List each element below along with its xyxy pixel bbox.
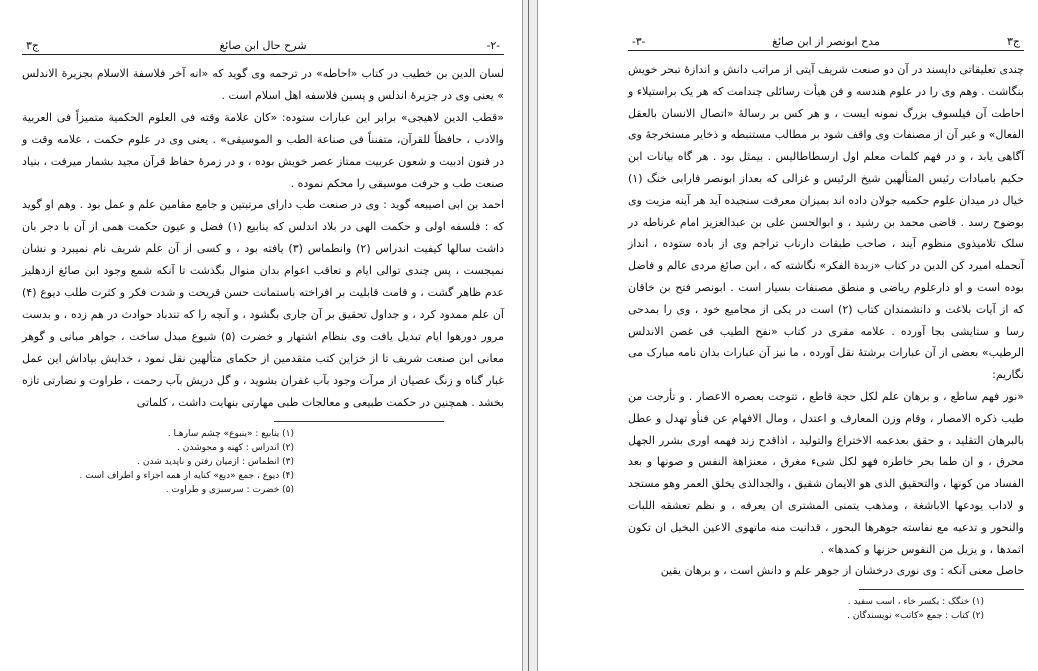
- page-number: -۳-: [632, 35, 646, 48]
- footnote-divider: [274, 421, 444, 422]
- footnote: (۱) ینابیع : «ینبوع» چشم سارهـا .: [167, 428, 294, 439]
- volume-label: ج۳: [26, 39, 40, 52]
- footnote: (۱) خنگک : یکسر خاء ، اسب سفید .: [847, 597, 984, 608]
- page-gutter: [522, 0, 538, 671]
- footnote: (۲) کتاب : جمع «کاتب» نویسندگان .: [847, 611, 984, 622]
- page-header: [628, 34, 1024, 51]
- footnotes: [22, 427, 504, 497]
- footnote-divider: [859, 589, 1024, 590]
- footnotes: [628, 595, 1024, 623]
- footnote: (۲) اندراس : کهنه و محوشدن .: [177, 442, 294, 453]
- page-body: [22, 63, 504, 414]
- footnote: (۵) خضرت : سرسبزی و طراوت .: [165, 484, 294, 495]
- paragraph: حاصل معنی آنکه : وی نوری درخشان از جوهر علم و دانش است ، و برهان یقین: [660, 564, 1024, 578]
- footnote: (۴) دیوع ، جمع «دیع» کنایه از همه اجزاء و اطراف است .: [79, 470, 294, 481]
- paragraph: احمد بن ابی اصیبعه گوید : وی در صنعت طب دارای مرتبتین و جامع مقامین علم و عمل بود . وهم او گوید که : فلسفه اولی و حکمت الهی در بلاد اندلس که ینابیع (۱) فضل و عیون حکمت همی از آن با دجر بان داشت سالها کیفیت اندراس (۲) وانطماس (۳) یافته بود ، و کسی از آن علم شریف نام نمیبرد و نشان نمیجست ، پس چندی توالی ایام و تعاقب اعوام بدان منوال بگذشت تا آنکه شمع وجود ابن صائغ ازدهلیز عدم ظاهر گشت ، و قامت قابلیت بر افراخته باستمانت حسن قریحت و شدت فکر و کثرت طلب دیوع (۴) آن علم ممدود کرد ، و جداول تحقیق بر آن جاری بگشود ، و آنچه را که تندباد حوادث در هم زده ، و بدست مرور دورهوا ایام تبدیل یافت وی بنظام اشتهار و خضرت (۵) شیوع مبدل ساخت ، جواهر مبانی و گوهر معانی ابن صنعت شریف تا از خزاین کتب متقدمین از حکمای متألهین نقل نمود ، خدایش بپاداش این عمل غبار گناه و زنگ عصیان از مرآت وجود بآب غفران بشوید ، و گل دریش بآب رحمت ، طراوت و نضارتی تازه بخشد . همچنین در حکمت طبیعی و معالجات طبی مهارتی بنهایت داشت ، کلماتی: [22, 198, 504, 409]
- volume-label: ج۳: [1006, 35, 1020, 48]
- paragraph: چندی تعلیقاتی داپسند در آن دو صنعت شریف آیتی از مراتب دانش و اندازهٔ تبحر خویش بنگاشت . وهم وی را در علوم هندسه و فن هیأت رسائلی چندامت که هر یک براستیلاء و احاطت آن فیلسوف بزرگ نمونه ایست ، و هر کس بر رسالهٔ «اتصال الانسان بالعقل الفعال» و غیر آن از مصنفات وی واقف شود بر مطالب مستنبطه و ذخایر مستخرجهٔ وی آگاهی یابد ، و در فهم کلمات معلم اول ارسطاطالیس . بیمثل بود . هر گاه بیانات ابن حکیم بامبادات رئیس المتألهین شیخ الرئیس و غزالی که بعداز ابونصر فارابی خنگ (۱) خیال در میدان علوم حکمیه جولان داده اند بمیزان معرفت سنجیده آید هر آینه مزیت وی بوضوح رسد . قاضی محمد بن رشید ، و ابوالحسن علی بن عبدالعزیز امام غرناطه در سلک تلامیذوی منظوم آیند ، صاحب طبقات دارناب تراجم وی از باده ستوده ، انداز آنجمله امیرد کن الدین در کتاب «زبدة الفکر» نگاشته که ، ابن صائغ مردی عالم و فاضل بوده است و او دارعلوم ریاضی و منطق مصنفات بسیار است . ابونصر فتح بن خاقان که از آیات بلاغت و دانشمندان کتاب (۲) است در یکی از مجامیع خود ، وی را بمدحی رسا و ستایشی بجا آورده . علامه مقری در کتاب «نفح الطیب فی غصن الاندلس الرطیب» بعضی از آن عبارات برشتهٔ نقل آورده ، ما نیز آن عبارات بدان نامه مبارک می نگاریم:: [628, 63, 1025, 382]
- right-page: [538, 0, 1038, 671]
- footnote: (۳) انطماس : ازمیان رفتن و ناپدید شدن .: [137, 456, 294, 467]
- running-title: مدح ابونصر از ابن صائغ: [772, 35, 880, 48]
- page-header: [22, 38, 504, 55]
- paragraph: «قطب الدین لاهیجی» برابر این عبارات ستوده: «کان علامة وقته فی العلوم الحکمیة متمیزاً فی العربیة والادب ، حافظاً للقرآن، متفنناً فی صناعة الطب و الموسیقی» . یعنی وی در علوم حکمت ، علامه وقت و در فنون ادبیت و شعون عربیت ممتاز عصر خویش بوده ، و در زمرهٔ حفاظ قرآن مجید بشمار میرفت ، بنیاد صنعت طب و حرفت موسیقی را محکم نموده .: [22, 110, 504, 190]
- paragraph: «نور فهم ساطع ، و برهان علم لکل حجة قاطع ، تتوجت بعصره الاعصار . و تأرجت من طیب ذکره الامصار ، وقام وزن المعارف و اعتدل ، ومال الافهام عن فنأو تهدل و عطل بالبرهان التقلید ، و حقق بعدعمه الاختراع والتولید ، اذاقدح زند فهمه اوری بشرر الجهل محرق ، و ان طما بحر خاطره فهو لکل شیء مغرق ، معنزاهة النفس و صونها و بعد الفساد من کونها ، والتحقیق الذی هو الایمان شقیق ، والجدالذی یخلق العمر وهو مستجد و لاداب یودعها الاباشغة ، ومذهب یتمنی المشتری ان یعرفه ، و نظم تعشقه اللبات والنحور و تدعیه مع نفاسته جوهرها البحور ، قدانیت منه ماتهوی الاعین البخیل ان تکون اثمدها ، و یزیل من النفوس حزنها و کمدها» .: [628, 389, 1024, 556]
- page-body: [628, 59, 1024, 582]
- running-title: شرح حال ابن صائغ: [219, 39, 307, 52]
- page-number: -۲-: [486, 39, 500, 52]
- gutter-divider: [528, 0, 529, 671]
- paragraph: لسان الدین بن خطیب در کتاب «احاطه» در ترجمه وی گوید که «انه آخر فلاسفة الاسلام بجزیرة الاندلس » یعنی وی در جزیرهٔ اندلس و پسین فلاسفه اهل اسلام است .: [22, 67, 504, 102]
